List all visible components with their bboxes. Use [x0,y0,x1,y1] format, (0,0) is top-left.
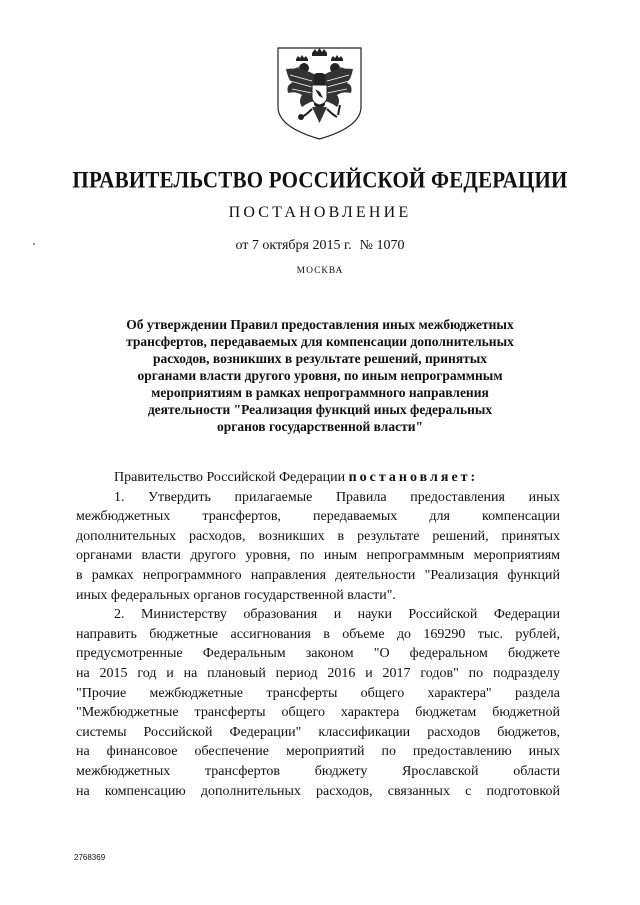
coat-of-arms-emblem-icon [272,45,367,141]
subject-line: деятельности "Реализация функций иных федеральных [147,402,493,417]
paragraph-2 [76,605,560,801]
subject-line: расходов, возникших в результате решений, принятых [152,351,488,366]
subject-line: трансфертов, передаваемых для компенсации дополнительных [126,334,514,349]
paragraph-line: "Межбюджетные трансферты общего характера бюджетам бюджетной [76,705,560,721]
document-id-footer: 2768369 [74,853,106,862]
paragraph-line: в рамках непрограммного направления деятельности "Реализация функций [76,567,560,583]
intro-decree-word: постановляет: [348,470,479,485]
government-title: ПРАВИТЕЛЬСТВО РОССИЙСКОЙ ФЕДЕРАЦИИ [72,166,568,193]
paragraph-line: дополнительных расходов, возникших в результате решений, принятых [76,528,560,544]
paragraph-line: направить бюджетные ассигнования в объеме до 169290 тыс. рублей, [76,626,560,642]
paragraph-line: межбюджетных трансфертов, передаваемых для компенсации [76,509,560,525]
document-subject [90,316,550,435]
paragraph-line: "Прочие межбюджетные трансферты общего характера" раздела [76,685,560,701]
subject-line: мероприятиям в рамках непрограммного направления [151,385,489,400]
paragraph-line: 2. Министерству образования и науки Российской Федерации [114,607,560,623]
document-city: МОСКВА [296,266,344,276]
document-type: ПОСТАНОВЛЕНИЕ [228,204,412,221]
paragraph-line: 1. Утвердить прилагаемые Правила предоставления иных [114,489,560,505]
paragraph-line: на 2015 год и на плановый период 2016 и 2017 годов" по подразделу [76,665,560,681]
subject-line: органов государственной власти" [216,419,424,434]
paragraph-line: на финансовое обеспечение мероприятий по предоставлению иных [76,744,560,760]
document-number: № 1070 [359,238,405,253]
intro-prefix: Правительство Российской Федерации [114,470,349,485]
subject-line: Об утверждении Правил предоставления иных межбюджетных [126,317,514,332]
paragraph-1 [76,488,560,606]
paragraph-line: органами власти другого уровня, по иным непрограммным мероприятиям [76,548,560,564]
intro-line [76,468,560,488]
subject-line: органами власти другого уровня, по иным непрограммным [137,368,503,383]
document-date-line [0,238,640,254]
paragraph-line: на компенсацию дополнительных расходов, связанных с подготовкой [76,783,560,799]
document-date: от 7 октября 2015 г. [235,238,352,253]
paragraph-line: иных федеральных органов государственной власти". [76,587,396,603]
document-body [76,468,560,801]
paragraph-line: предусмотренные Федеральным законом "О федеральном бюджете [76,646,560,662]
paragraph-line: системы Российской Федерации" классификации расходов бюджетов, [76,724,560,740]
paragraph-line: межбюджетных трансфертов бюджету Ярославской области [76,763,560,779]
